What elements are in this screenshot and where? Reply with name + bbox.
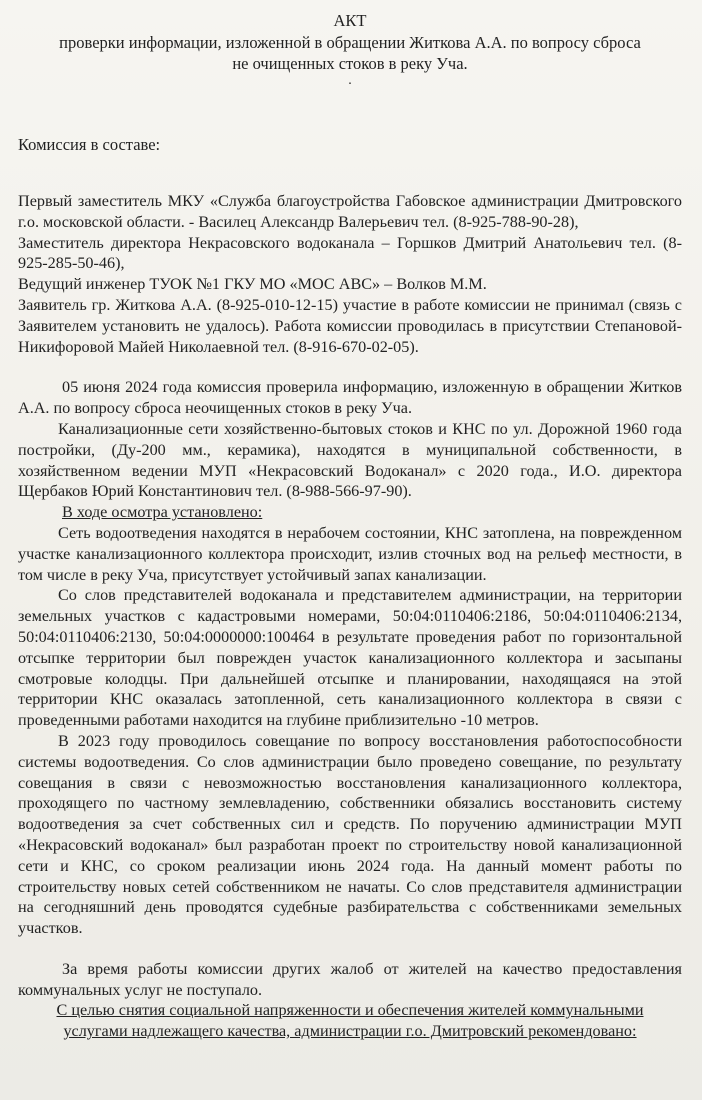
- member-1: Первый заместитель МКУ «Служба благоустройства Габовское администрации Дмитровского г.о. московской области. - Василец Александр Валерьевич тел. (8-925-788-90-28),: [18, 192, 682, 231]
- paragraph-inspection-date: 05 июня 2024 года комиссия проверила информацию, изложенную в обращении Житков А.А. по вопросу сброса неочищенных стоков в реку Уча.: [18, 378, 682, 418]
- member-3: Ведущий инженер ТУОК №1 ГКУ МО «МОС АВС» – Волков М.М.: [18, 275, 487, 294]
- paragraph-meeting-2023: В 2023 году проводилось совещание по вопросу восстановления работоспособности системы водоотведения. Со слов администрации было проведено совещание, по результату совещания в связи с невозможностью восстановления канализационного коллектора, проходящего по частному землевладению, собственники обязались восстановить систему водоотведения за счет собственных сил и средств. По поручению администрации МУП «Некрасовский водоканал» был разработан проект по строительству новой канализационной сети и КНС, со сроком реализации июнь 2024 года. На данный момент работы по строительству новых сетей собственником не начаты. Со слов представителя администрации на сегодняшний день проводятся судебные разбирательства с собственниками земельных участков.: [18, 731, 682, 938]
- document-subtitle: проверки информации, изложенной в обращении Житкова А.А. по вопросу сброса не очищенных стоков в реку Уча.: [59, 33, 641, 73]
- member-2: Заместитель директора Некрасовского водоканала – Горшков Дмитрий Анатольевич тел. (8-925-285-50-46),: [18, 233, 682, 273]
- paragraph-cadastral: Со слов представителей водоканала и представителем администрации, на территории земельных участков с кадастровыми номерами, 50:04:0110406:2186, 50:04:0110406:2134, 50:04:0110406:2130, 50:04:0000000:100464 в результате проведения работ по горизонтальной отсыпке территории был поврежден участок канализационного коллектора и засыпаны смотровые колодцы. При дальнейшей отсыпке и планировании, находящаяся на этой территории КНС оказалась затопленной, сеть канализационного коллектора в связи с проведенными работами находится на глубине приблизительно -10 метров.: [18, 586, 682, 730]
- document-title: АКТ: [333, 11, 367, 30]
- commission-label: Комиссия в составе:: [18, 135, 161, 154]
- paragraph-findings: Сеть водоотведения находятся в нерабочем состоянии, КНС затоплена, на поврежденном участке канализационного коллектора происходит, излив сточных вод на рельеф местности, в том числе в реку Уча, присутствует устойчивый запах канализации.: [18, 523, 682, 584]
- recommendation-heading: С целью снятия социальной напряженности и обеспечения жителей коммунальными услугами надлежащего качества, администрации г.о. Дмитровский рекомендовано:: [56, 1001, 644, 1041]
- stray-dot: .: [348, 73, 352, 88]
- paragraph-sewer-networks: Канализационные сети хозяйственно-бытовых стоков и КНС по ул. Дорожной 1960 года постройки, (Ду-200 мм., керамика), находятся в муниципальной собственности, в хозяйственном ведении МУП «Некрасовский Водоканал» с 2020 года., И.О. директора Щербаков Юрий Константинович тел. (8-988-566-97-90).: [18, 419, 682, 501]
- commission-members: [18, 191, 682, 357]
- findings-heading: В ходе осмотра установлено:: [62, 503, 263, 522]
- paragraph-no-complaints: За время работы комиссии других жалоб от жителей на качество предоставления коммунальных услуг не поступало.: [18, 959, 682, 999]
- member-4: Заявитель гр. Житкова А.А. (8-925-010-12-15) участие в работе комиссии не принимал (связь с Заявителем установить не удалось). Работа комиссии проводилась в присутствии Степановой-Никифоровой Майей Николаевной тел. (8-916-670-02-05).: [18, 295, 682, 356]
